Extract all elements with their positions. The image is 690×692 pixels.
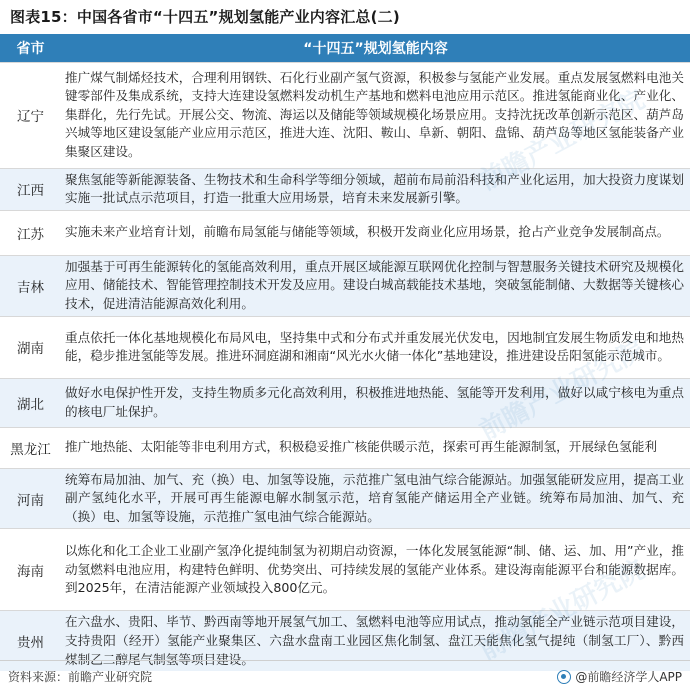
content-cell: 实施未来产业培育计划，前瞻布局氢能与储能等领域，积极开发商业化应用场景，抢占产业竞争发展制高点。 bbox=[61, 210, 690, 255]
column-header-content: “十四五”规划氢能内容 bbox=[61, 34, 690, 62]
figure-title: 图表15：中国各省市“十四五”规划氢能产业内容汇总(二) bbox=[10, 7, 400, 26]
brand-label: @前瞻经济学人APP bbox=[575, 670, 682, 684]
table-row bbox=[0, 255, 690, 316]
province-cell: 黑龙江 bbox=[0, 427, 61, 468]
content-cell: 推广煤气制烯烃技术，合理利用钢铁、石化行业副产氢气资源，积极参与氢能产业发展。重点发展氢燃料电池关键零部件及集成系统，支持大连建设氢燃料发动机生产基地和燃料电池应用示范区。推进氢能商业化、产业化、集群化，先行先试。开展公交、物流、海运以及储能等领域规模化场景应用。支持沈抚改革创新示范区、葫芦岛兴城等地区建设氢能产业应用示范区，推进大连、沈阳、鞍山、阜新、朝阳、盘锦、葫芦岛等地区氢能装备产业集聚区建设。 bbox=[61, 62, 690, 168]
brand-credit bbox=[557, 668, 682, 685]
content-cell: 重点依托一体化基地规模化布局风电，坚持集中式和分布式并重发展光伏发电，因地制宜发展生物质发电和地热能，稳步推进氢能等发展。推进环洞庭湖和湘南“风光水火储一体化”基地建设，推进建设岳阳氢能示范城市。 bbox=[61, 316, 690, 378]
province-cell: 吉林 bbox=[0, 255, 61, 316]
province-cell: 贵州 bbox=[0, 611, 61, 671]
footer bbox=[0, 660, 690, 692]
content-cell: 在六盘水、贵阳、毕节、黔西南等地开展氢气加工、氢燃料电池等应用试点，推动氢能全产业链示范项目建设，支持贵阳（经开）氢能产业聚集区、六盘水盘南工业园区焦化制氢、盘江天能焦化氢气提纯（制氢工厂）、黔西煤制乙二醇尾气制氢等项目建设。 bbox=[61, 611, 690, 671]
content-cell: 推广地热能、太阳能等非电利用方式，积极稳妥推广核能供暖示范，探索可再生能源制氢，开展绿色氢能利 bbox=[61, 427, 690, 468]
column-header-province: 省市 bbox=[0, 34, 61, 62]
brand-logo-icon bbox=[557, 670, 571, 684]
table-header-row bbox=[0, 34, 690, 62]
table-row bbox=[0, 427, 690, 468]
content-cell: 加强基于可再生能源转化的氢能高效利用，重点开展区域能源互联网优化控制与智慧服务关键技术研究及规模化应用、储能技术、智能管理控制技术开发及应用。建设白城高载能技术基地，突破氢能制储、大数据等关键核心技术，促进清洁能源高效化利用。 bbox=[61, 255, 690, 316]
table-row bbox=[0, 62, 690, 168]
title-bar bbox=[0, 0, 690, 32]
table-row bbox=[0, 378, 690, 427]
province-cell: 江西 bbox=[0, 168, 61, 210]
content-cell: 以炼化和化工企业工业副产氢净化提纯制氢为初期启动资源，一体化发展氢能源“制、储、运、加、用”产业，推动氢燃料电池应用，构建特色鲜明、优势突出、可持续发展的氢能产业体系。建设海南能源平台和能源数据库。到2025年，在清洁能源产业领域投入800亿元。 bbox=[61, 529, 690, 611]
province-cell: 湖北 bbox=[0, 378, 61, 427]
content-cell: 统筹布局加油、加气、充（换）电、加氢等设施，示范推广氢电油气综合能源站。加强氢能研发应用，提高工业副产氢纯化水平，开展可再生能源电解水制氢示范，培育氢能产储运用全产业链。统筹布局加油、加气、充（换）电、加氢等设施，示范推广氢电油气综合能源站。 bbox=[61, 468, 690, 529]
table-row bbox=[0, 468, 690, 529]
table-row bbox=[0, 210, 690, 255]
table-row bbox=[0, 316, 690, 378]
content-cell: 做好水电保护性开发，支持生物质多元化高效利用，积极推进地热能、氢能等开发利用，做好以咸宁核电为重点的核电厂址保护。 bbox=[61, 378, 690, 427]
province-cell: 辽宁 bbox=[0, 62, 61, 168]
source-note: 资料来源：前瞻产业研究院 bbox=[8, 670, 153, 684]
province-cell: 江苏 bbox=[0, 210, 61, 255]
content-cell: 聚焦氢能等新能源装备、生物技术和生命科学等细分领域，超前布局前沿科技和产业化运用，加大投资力度谋划实施一批试点示范项目，打造一批重大应用场景，培育未来发展新引擎。 bbox=[61, 168, 690, 210]
policy-table bbox=[0, 34, 690, 671]
table-row bbox=[0, 529, 690, 611]
table-row bbox=[0, 168, 690, 210]
province-cell: 河南 bbox=[0, 468, 61, 529]
province-cell: 海南 bbox=[0, 529, 61, 611]
province-cell: 湖南 bbox=[0, 316, 61, 378]
